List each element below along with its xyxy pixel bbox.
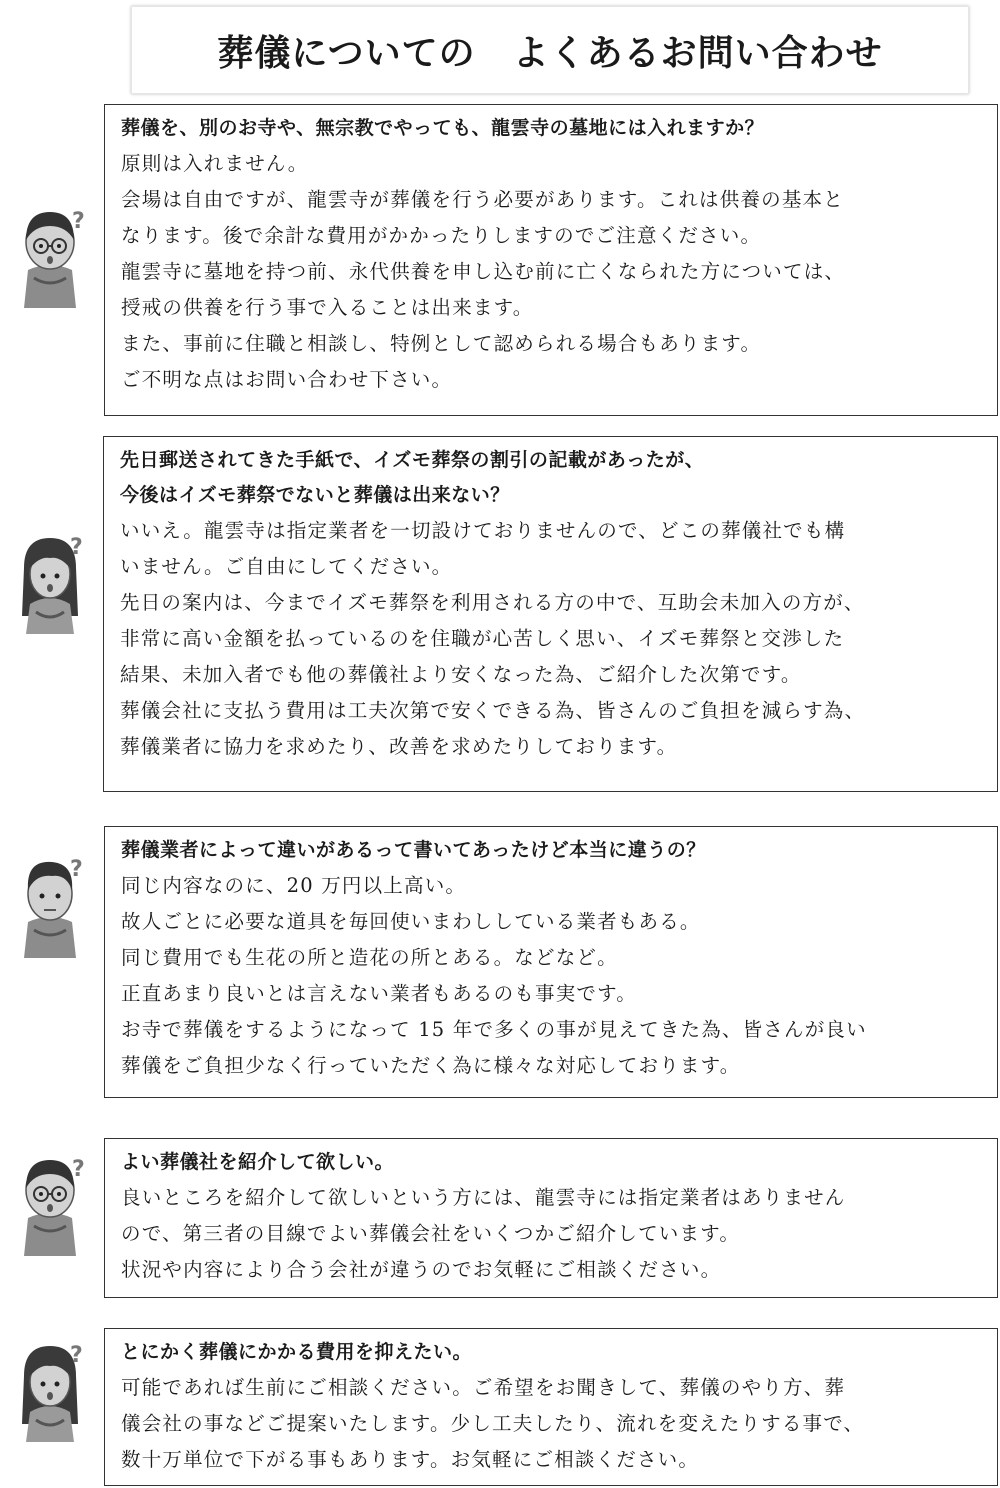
faq-answer-line: 葬儀をご負担少なく行っていただく為に様々な対応しております。 bbox=[121, 1054, 741, 1077]
thinking-man-glasses-icon bbox=[10, 1148, 90, 1258]
faq-answer-line: 葬儀業者に協力を求めたり、改善を求めたりしております。 bbox=[120, 735, 678, 758]
thinking-woman-icon bbox=[10, 528, 90, 638]
faq-question: 葬儀業者によって違いがあるって書いてあったけど本当に違うの？ bbox=[121, 839, 706, 861]
faq-answer-line: 故人ごとに必要な道具を毎回使いまわししている業者もある。 bbox=[121, 910, 701, 933]
thinking-man-icon bbox=[10, 850, 90, 960]
faq-answer-line: 同じ内容なのに、20 万円以上高い。 bbox=[121, 874, 467, 897]
faq-answer-line: 正直あまり良いとは言えない業者もあるのも事実です。 bbox=[121, 982, 637, 1005]
faq-item bbox=[104, 104, 998, 416]
svg-text:?: ? bbox=[70, 535, 83, 560]
faq-answer-line: 可能であれば生前にご相談ください。ご希望をお聞きして、葬儀のやり方、葬 bbox=[121, 1376, 846, 1399]
faq-answer-line: 原則は入れません。 bbox=[121, 152, 309, 175]
faq-item bbox=[103, 436, 998, 792]
faq-answer-line: 授戒の供養を行う事で入ることは出来ます。 bbox=[121, 296, 534, 319]
svg-text:?: ? bbox=[70, 1343, 83, 1368]
svg-text:?: ? bbox=[72, 209, 85, 234]
faq-answer-line: 龍雲寺に墓地を持つ前、永代供養を申し込む前に亡くなられた方については、 bbox=[121, 260, 846, 283]
svg-text:?: ? bbox=[70, 857, 83, 882]
faq-item bbox=[104, 826, 998, 1098]
faq-answer-line: 良いところを紹介して欲しいという方には、龍雲寺には指定業者はありません bbox=[121, 1186, 846, 1209]
page-title: 葬儀についての よくあるお問い合わせ bbox=[217, 32, 883, 74]
faq-answer-line: ので、第三者の目線でよい葬儀会社をいくつかご紹介しています。 bbox=[121, 1222, 741, 1245]
faq-item bbox=[104, 1138, 998, 1298]
faq-item bbox=[104, 1328, 998, 1486]
faq-answer-line: いいえ。龍雲寺は指定業者を一切設けておりませんので、どこの葬儀社でも構 bbox=[120, 519, 846, 542]
title-box bbox=[131, 6, 969, 94]
faq-answer-line: ご不明な点はお問い合わせ下さい。 bbox=[121, 368, 453, 391]
faq-answer-line: 同じ費用でも生花の所と造花の所とある。などなど。 bbox=[121, 946, 618, 969]
faq-answer-line: 数十万単位で下がる事もあります。お気軽にご相談ください。 bbox=[121, 1448, 700, 1471]
faq-answer-line: 結果、未加入者でも他の葬儀社より安くなった為、ご紹介した次第です。 bbox=[120, 663, 802, 686]
faq-answer-line: 状況や内容により合う会社が違うのでお気軽にご相談ください。 bbox=[121, 1258, 722, 1281]
faq-answer-line: また、事前に住職と相談し、特例として認められる場合もあります。 bbox=[121, 332, 762, 355]
faq-question: 葬儀を、別のお寺や、無宗教でやっても、龍雲寺の墓地には入れますか？ bbox=[121, 117, 765, 139]
svg-text:?: ? bbox=[72, 1157, 85, 1182]
faq-answer-line: 先日の案内は、今までイズモ葬祭を利用される方の中で、互助会未加入の方が、 bbox=[120, 591, 865, 614]
faq-answer-line: 葬儀会社に支払う費用は工夫次第で安くできる為、皆さんのご負担を減らす為、 bbox=[120, 699, 866, 722]
faq-answer-line: お寺で葬儀をするようになって 15 年で多くの事が見えてきた為、皆さんが良い bbox=[121, 1018, 867, 1041]
faq-question: 先日郵送されてきた手紙で、イズモ葬祭の割引の記載があったが、 bbox=[120, 449, 705, 471]
faq-answer-line: なります。後で余計な費用がかかったりしますのでご注意ください。 bbox=[121, 224, 762, 247]
faq-answer-line: いません。ご自由にしてください。 bbox=[120, 555, 453, 578]
faq-answer-line: 非常に高い金額を払っているのを住職が心苦しく思い、イズモ葬祭と交渉した bbox=[120, 627, 845, 650]
faq-question: 今後はイズモ葬祭でないと葬儀は出来ない？ bbox=[120, 484, 510, 506]
faq-question: とにかく葬儀にかかる費用を抑えたい。 bbox=[121, 1341, 473, 1363]
thinking-man-glasses-icon bbox=[10, 200, 90, 310]
faq-question: よい葬儀社を紹介して欲しい。 bbox=[121, 1151, 395, 1173]
faq-answer-line: 儀会社の事などご提案いたします。少し工夫したり、流れを変えたりする事で、 bbox=[121, 1412, 865, 1435]
thinking-woman-icon bbox=[10, 1336, 90, 1446]
faq-answer-line: 会場は自由ですが、龍雲寺が葬儀を行う必要があります。これは供養の基本と bbox=[121, 188, 844, 211]
